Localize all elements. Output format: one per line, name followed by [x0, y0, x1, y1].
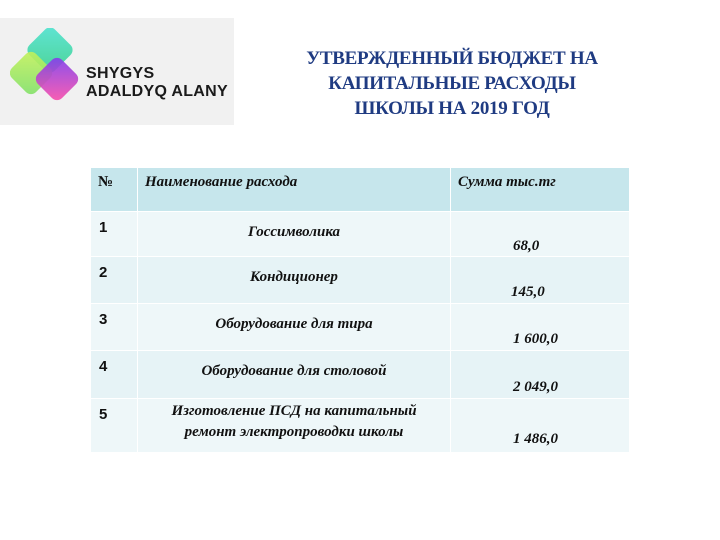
row-sum-text: 2 049,0: [513, 379, 558, 395]
table-row: [91, 212, 630, 257]
row-sum-text: 145,0: [511, 284, 545, 300]
row-name-text: Оборудование для тира: [215, 316, 373, 332]
title-line-2: КАПИТАЛЬНЫЕ РАСХОДЫ: [328, 73, 576, 94]
page-title: [262, 46, 642, 121]
row-sum: [451, 351, 630, 399]
header-name: Наименование расхода: [138, 168, 451, 212]
logo-line-2: ADALDYQ ALANY: [86, 83, 228, 100]
row-name: [138, 257, 451, 304]
header-sum: Сумма тыс.тг: [451, 168, 630, 212]
row-num: 3: [91, 304, 138, 351]
logo: [0, 18, 234, 125]
row-name-text: Кондиционер: [250, 269, 338, 285]
table-row: [91, 351, 630, 399]
row-name: [138, 212, 451, 257]
title-line-1: УТВЕРЖДЕННЫЙ БЮДЖЕТ НА: [306, 48, 598, 69]
row-sum: [451, 212, 630, 257]
row-name: [138, 304, 451, 351]
row-sum: [451, 399, 630, 453]
row-name-text: Изготовление ПСД на капитальный ремонт электропроводки школы: [171, 403, 417, 440]
row-sum: [451, 257, 630, 304]
row-sum-text: 68,0: [513, 238, 540, 254]
table-row: [91, 257, 630, 304]
row-sum: [451, 304, 630, 351]
row-name: [138, 351, 451, 399]
row-name: [138, 399, 451, 453]
logo-line-1: SHYGYS: [86, 65, 155, 82]
logo-text: [86, 65, 228, 101]
row-sum-text: 1 486,0: [513, 431, 558, 447]
row-name-text: Оборудование для столовой: [201, 363, 387, 379]
row-num: 2: [91, 257, 138, 304]
header-num: №: [91, 168, 138, 212]
table-row: [91, 304, 630, 351]
table-row: [91, 399, 630, 453]
row-num: 1: [91, 212, 138, 257]
row-sum-text: 1 600,0: [513, 331, 558, 347]
row-name-text: Госсимволика: [247, 224, 341, 240]
logo-mark-icon: [10, 28, 80, 112]
row-num: 5: [91, 399, 138, 453]
title-line-3: ШКОЛЫ НА 2019 ГОД: [354, 98, 550, 119]
row-num: 4: [91, 351, 138, 399]
budget-table: [90, 167, 630, 453]
table-header-row: [91, 168, 630, 212]
